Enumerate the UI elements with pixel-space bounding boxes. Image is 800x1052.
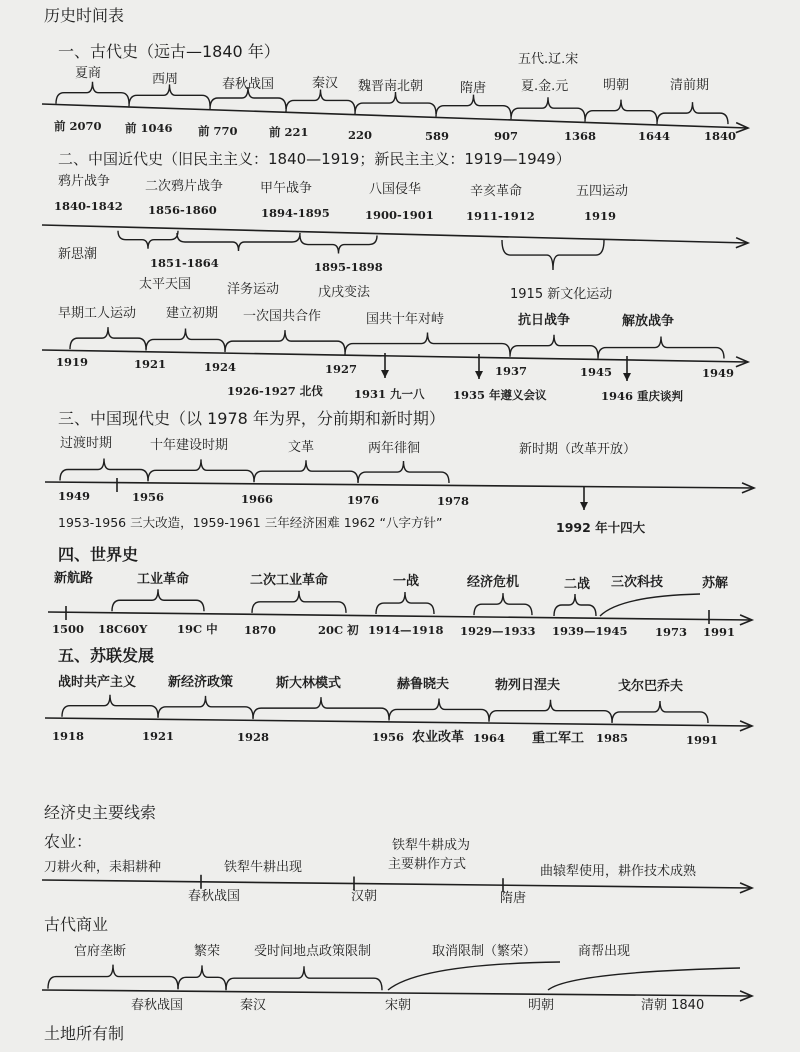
agri-tick: 春秋战国 [188,889,241,904]
s5-axis [45,718,752,726]
s2b-label: 国共十年对峙 [366,312,445,327]
s2b-below: 1931 九一八 [354,387,425,401]
s5-label: 战时共产主义 [58,675,137,690]
s2-event: 鸦片战争 [58,174,111,189]
commerce-brace-1 [178,965,226,989]
s2b-brace-4 [510,335,598,357]
s1-year: 1840 [704,129,737,143]
s2b-label: 抗日战争 [518,313,571,328]
s3-brace-2 [254,460,358,482]
s4-brace-1 [252,591,346,613]
s4-brace-4 [554,594,596,616]
s1-period: 隋唐 [460,81,487,96]
s2-below: 1915 新文化运动 [510,287,613,302]
s5-brace-4 [489,700,612,722]
s4-year: 20C 初 [318,623,359,637]
s2b-below: 1935 年遵义会议 [453,388,547,402]
s5-brace-2 [253,697,389,719]
agri-label: 铁犁牛耕出现 [224,860,303,875]
s4-third-tech-curve [600,594,700,616]
s1-year: 589 [425,129,450,143]
s1-heading: 一、古代史（远古—1840 年） [58,42,280,61]
s3-year: 1956 [132,490,165,504]
s3-axis [45,482,754,488]
s1-period: 夏.金.元 [521,79,569,94]
s4-label: 经济危机 [467,575,520,590]
commerce-label: 繁荣 [194,944,221,959]
s5-year: 1918 [52,729,85,743]
s2-event: 甲午战争 [260,181,313,196]
commerce-tick: 宋朝 [385,998,412,1013]
s3-label: 两年徘徊 [368,441,421,456]
s4-year: 1500 [52,622,85,636]
agri-heading: 农业： [44,832,93,851]
land-heading: 土地所有制 [44,1024,125,1043]
s2-brace-3 [502,240,604,270]
s2-year: 1900-1901 [365,208,434,222]
s4-year: 1973 [655,625,688,639]
agri-axis [42,880,752,888]
s5-label: 勃列日涅夫 [495,678,561,693]
s1-period: 夏商 [75,66,102,81]
s4-year: 1870 [244,623,277,637]
s2-below: 1851-1864 [150,256,219,270]
s5-year: 1921 [142,729,175,743]
s2-year: 1894-1895 [261,206,330,220]
s2b-year: 1924 [204,360,237,374]
s2-below: 新思潮 [58,247,98,262]
s2-brace-0 [118,231,178,249]
s2b-arrow-1931-head [381,370,389,378]
s2b-year: 1937 [495,364,528,378]
s4-label: 新航路 [54,571,94,586]
s5-brace-0 [62,695,158,717]
s3-arrow-1992-head [580,502,588,510]
s3-brace-3 [358,461,449,483]
commerce-curve-1 [388,962,560,990]
s4-label: 苏解 [702,576,729,591]
s3-label: 文革 [288,440,315,455]
s2b-label: 一次国共合作 [243,309,322,324]
s4-year: 1929—1933 [460,624,536,638]
s2b-below: 1946 重庆谈判 [601,389,684,403]
commerce-label: 官府垄断 [74,944,127,959]
s5-year: 1985 [596,731,629,745]
s2b-label: 建立初期 [166,306,219,321]
s1-brace-7 [585,100,657,122]
s5-year: 1928 [237,730,270,744]
s2b-brace-0 [70,327,146,349]
s3-year: 1976 [347,493,380,507]
s3-note: 1953-1956 三大改造，1959-1961 三年经济困难 1962 “八字方针” [58,515,443,530]
s3-year: 1978 [437,494,470,508]
s1-period: 明朝 [603,78,630,93]
agri-tick: 汉朝 [351,889,378,904]
s2-year: 1911-1912 [466,209,535,223]
s5-year: 1956 [372,730,405,744]
s2-event: 五四运动 [576,184,629,199]
s4-year: 19C 中 [177,622,218,636]
s2-year: 1840-1842 [54,199,123,213]
s1-year: 前 221 [269,125,309,139]
s5-label: 戈尔巴乔夫 [618,679,684,694]
s4-brace-0 [112,589,204,611]
s2-below: 戊戌变法 [318,285,371,300]
commerce-brace-2 [226,966,382,990]
s3-year: 1966 [241,492,274,506]
s1-brace-3 [286,89,355,111]
s2-event: 二次鸦片战争 [145,179,224,194]
s4-label: 二战 [564,577,591,592]
s5-brace-3 [389,698,489,720]
commerce-label: 取消限制（繁荣） [432,944,537,959]
page-title: 历史时间表 [44,6,125,25]
commerce-tick: 春秋战国 [131,998,184,1013]
s1-year: 前 1046 [125,121,173,135]
s4-year: 1914—1918 [368,623,444,637]
s1-period: 春秋战国 [222,77,275,92]
s1-period: 秦汉 [312,76,339,91]
s2b-arrow-1935-head [475,371,483,379]
s2-event: 辛亥革命 [470,184,523,199]
agri-label: 刀耕火种，耒耜耕种 [44,860,162,875]
s2-year: 1856-1860 [148,203,217,217]
commerce-tick: 秦汉 [240,998,267,1013]
s1-year: 907 [494,129,519,143]
s4-label: 三次科技 [611,575,664,590]
s1-period: 西周 [152,72,179,87]
s3-label: 过渡时期 [60,436,113,451]
s2-brace-1 [177,233,300,251]
s2b-year: 1945 [580,365,613,379]
s2b-year: 1927 [325,362,358,376]
agri-label: 主要耕作方式 [388,857,467,872]
s1-year: 220 [348,128,373,142]
s1-brace-8 [657,102,728,124]
s5-label: 赫鲁晓夫 [397,677,450,692]
s1-above-label: 五代.辽.宋 [518,52,579,67]
s3-heading: 三、中国现代史（以 1978 年为界，分前期和新时期） [58,409,445,428]
s3-brace-1 [148,459,254,481]
s1-year: 1368 [564,129,597,143]
s1-brace-4 [355,92,436,114]
s1-year: 前 770 [198,124,238,138]
s2-brace-2 [300,236,377,254]
s4-year: 18C60Y [98,622,148,636]
commerce-brace-0 [48,965,178,989]
s1-brace-0 [56,82,129,104]
s1-year: 1644 [638,129,671,143]
s4-year: 1991 [703,625,736,639]
s1-brace-6 [511,97,585,119]
commerce-axis [42,990,752,996]
commerce-curve-2 [548,968,740,990]
s3-label: 十年建设时期 [150,438,229,453]
s2b-label: 早期工人运动 [58,306,137,321]
s2b-brace-5 [598,337,724,359]
s5-brace-1 [158,696,253,718]
s3-year: 1949 [58,489,91,503]
s1-period: 清前期 [670,78,710,93]
s4-brace-2 [376,592,434,614]
s5-heading: 五、苏联发展 [58,646,155,665]
s2b-brace-2 [225,330,345,352]
s2-event: 八国侵华 [369,182,422,197]
s1-year: 前 2070 [54,119,102,133]
commerce-tick: 清朝 1840 [641,998,705,1013]
commerce-label: 受时间地点政策限制 [254,944,372,959]
commerce-label: 商帮出现 [578,944,631,959]
s4-year: 1939—1945 [552,624,628,638]
s2b-brace-3 [345,333,510,355]
commerce-tick: 明朝 [528,998,555,1013]
s5-brace-5 [612,701,708,723]
s3-label: 新时期（改革开放） [519,442,637,457]
s2b-year: 1921 [134,357,167,371]
s2-below: 洋务运动 [227,282,280,297]
s2b-year: 1919 [56,355,89,369]
s5-label: 斯大林模式 [276,676,342,691]
s2b-below: 1926-1927 北伐 [227,384,323,398]
agri-label: 铁犁牛耕成为 [392,838,471,853]
commerce-heading: 古代商业 [44,915,109,934]
s2-heading: 二、中国近代史（旧民主主义：1840—1919；新民主主义：1919—1949） [58,150,571,168]
s2b-brace-1 [146,328,225,350]
s2b-year: 1949 [702,366,735,380]
s5-year: 1991 [686,733,719,747]
s3-brace-0 [60,458,148,480]
s2-below: 太平天国 [139,277,192,292]
econ-heading: 经济史主要线索 [44,803,157,822]
s2-below: 1895-1898 [314,260,383,274]
s5-below: 重工军工 [532,731,585,746]
s4-label: 一战 [393,574,420,589]
agri-label: 曲辕犁使用，耕作技术成熟 [540,864,697,879]
agri-tick: 隋唐 [500,891,527,906]
s4-axis [48,612,752,620]
s2b-arrow-1946-head [623,373,631,381]
s5-year: 1964 [473,731,506,745]
s4-label: 工业革命 [137,572,190,587]
s2b-label: 解放战争 [622,314,675,329]
s2-year: 1919 [584,209,617,223]
s3-note: 1992 年十四大 [556,520,646,535]
s1-brace-5 [436,95,511,117]
s1-period: 魏晋南北朝 [358,79,424,94]
s4-label: 二次工业革命 [250,573,329,588]
s5-label: 新经济政策 [168,675,234,690]
s5-below: 农业改革 [412,730,465,745]
s4-brace-3 [474,593,532,615]
s1-brace-1 [129,84,210,106]
s4-heading: 四、世界史 [58,545,139,564]
s2-axis [42,225,748,243]
